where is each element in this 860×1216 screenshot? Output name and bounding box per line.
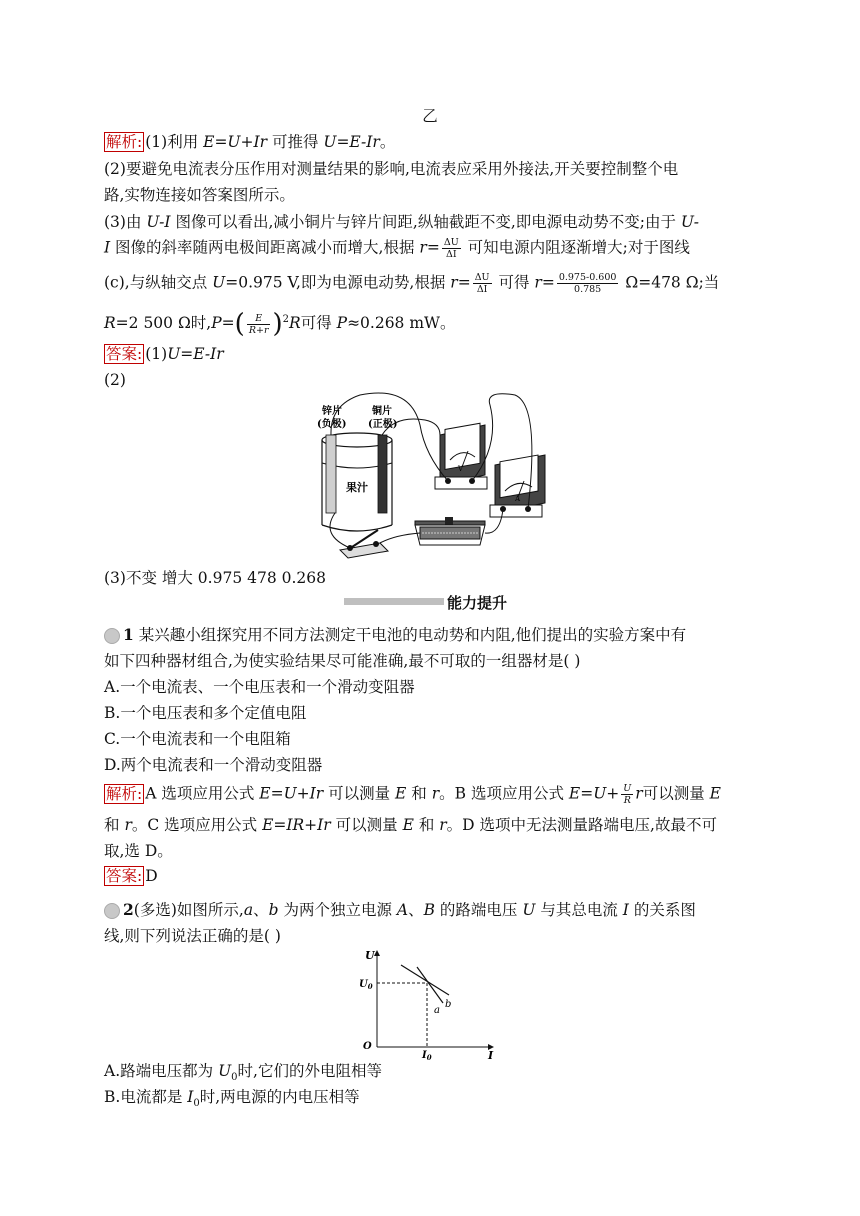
switch (340, 530, 388, 558)
analysis-line-1: 解析: (1)利用 E=U+Ir 可推得 U=E-Ir。 (106, 133, 396, 151)
analysis-line-5: I 图像的斜率随两电极间距离减小而增大,根据 r= $\frac{\Delta U}{\Delta I}$ 可知电源内阻逐渐增大;对于图线 (104, 237, 690, 260)
answer-tag: 答案: (106, 345, 143, 363)
q2-line-1: 2(多选)如图所示,a、b 为两个独立电源 A、B 的路端电压 U 与其总电流 I 的关系图 (104, 900, 744, 920)
i-axis-label: I (488, 1049, 494, 1062)
q2-option-b: B.电流都是 $I_0$时,两电源的内电压相等 (104, 1088, 360, 1110)
line-a-label: a (434, 1005, 440, 1016)
analysis-line-6: (c),与纵轴交点 U=0.975 V,即为电源电动势,根据 r= $\frac{\Delta U}{\Delta I}$ 可得 r= $\frac{0.975-0.600}{0.785}$ Ω=478 Ω;当 (104, 272, 720, 295)
u-axis-label: U (365, 949, 375, 962)
answer-line-2: (2) (104, 371, 126, 389)
analysis-line-4: (3)由 U-I 图像可以看出,减小铜片与锌片间距,纵轴截距不变,即电源电动势不变;由于 U- (104, 213, 699, 231)
q1-option-b: B.一个电压表和多个定值电阻 (104, 704, 307, 722)
answer-line-1: 答案: (1)U=E-Ir (106, 345, 224, 363)
section-bar (344, 598, 444, 605)
q1-option-a: A.一个电流表、一个电压表和一个滑动变阻器 (104, 678, 415, 696)
q1-line-2: 如下四种器材组合,为使实验结果尽可能准确,最不可取的一组器材是( ) (104, 652, 581, 670)
circuit-diagram (300, 385, 560, 570)
q1-option-c: C.一个电流表和一个电阻箱 (104, 730, 291, 748)
rheostat (415, 517, 485, 545)
line-b-label: b (445, 999, 452, 1010)
line-b (401, 965, 449, 995)
analysis2-line-3: 取,选 D。 (104, 842, 173, 860)
analysis-tag: 解析: (106, 133, 143, 151)
analysis-line-3: 路,实物连接如答案图所示。 (104, 186, 295, 204)
question-icon (104, 903, 120, 919)
line-a (417, 967, 443, 1003)
answer2-line: 答案: D (106, 867, 158, 885)
origin-label: O (363, 1041, 372, 1052)
answer-tag: 答案: (106, 867, 143, 885)
answer-line-3: (3)不变 增大 0.975 478 0.268 (104, 569, 326, 587)
i0-label: $I_0$ (422, 1050, 432, 1062)
analysis-line-7: R=2 500 Ω时,P=( $\frac{E}{R+r}$ )$^2$R可得 P≈0.268 mW。 (104, 309, 456, 340)
zinc-polarity: (负极) (317, 419, 347, 430)
analysis-line-2: (2)要避免电流表分压作用对测量结果的影响,电流表应采用外接法,开关要控制整个电 (104, 160, 679, 178)
juice-label: 果汁 (346, 481, 368, 494)
copper-polarity: (正极) (368, 419, 398, 430)
zinc-label: 锌片 (322, 406, 342, 417)
q1-line-1: 1 某兴趣小组探究用不同方法测定干电池的电动势和内阻,他们提出的实验方案中有 (104, 625, 744, 645)
question-icon (104, 628, 120, 644)
ammeter (490, 455, 545, 517)
section-title: 能力提升 (447, 594, 508, 612)
ammeter-label: A (515, 495, 521, 503)
analysis2-line-2: 和 r。C 选项应用公式 E=IR+Ir 可以测量 E 和 r。D 选项中无法测量路端电压,故最不可 (104, 816, 717, 834)
q2-line-2: 线,则下列说法正确的是( ) (104, 927, 281, 945)
copper-label: 铜片 (372, 406, 392, 417)
analysis2-line-1: 解析: A 选项应用公式 E=U+Ir 可以测量 E 和 r。B 选项应用公式 E=U+ $\frac{U}{R}$ r可以测量 E (106, 783, 721, 806)
voltmeter (435, 423, 487, 489)
zinc-plate (326, 435, 336, 513)
q1-option-d: D.两个电流表和一个滑动变阻器 (104, 756, 323, 774)
voltmeter-label: V (458, 465, 464, 473)
copper-plate (378, 435, 387, 513)
q2-option-a: A.路端电压都为 $U_0$时,它们的外电阻相等 (104, 1062, 382, 1084)
ui-graph (355, 945, 500, 1063)
u0-label: $U_0$ (359, 979, 373, 991)
figure-caption: 乙 (422, 107, 438, 125)
analysis-tag: 解析: (106, 784, 143, 803)
